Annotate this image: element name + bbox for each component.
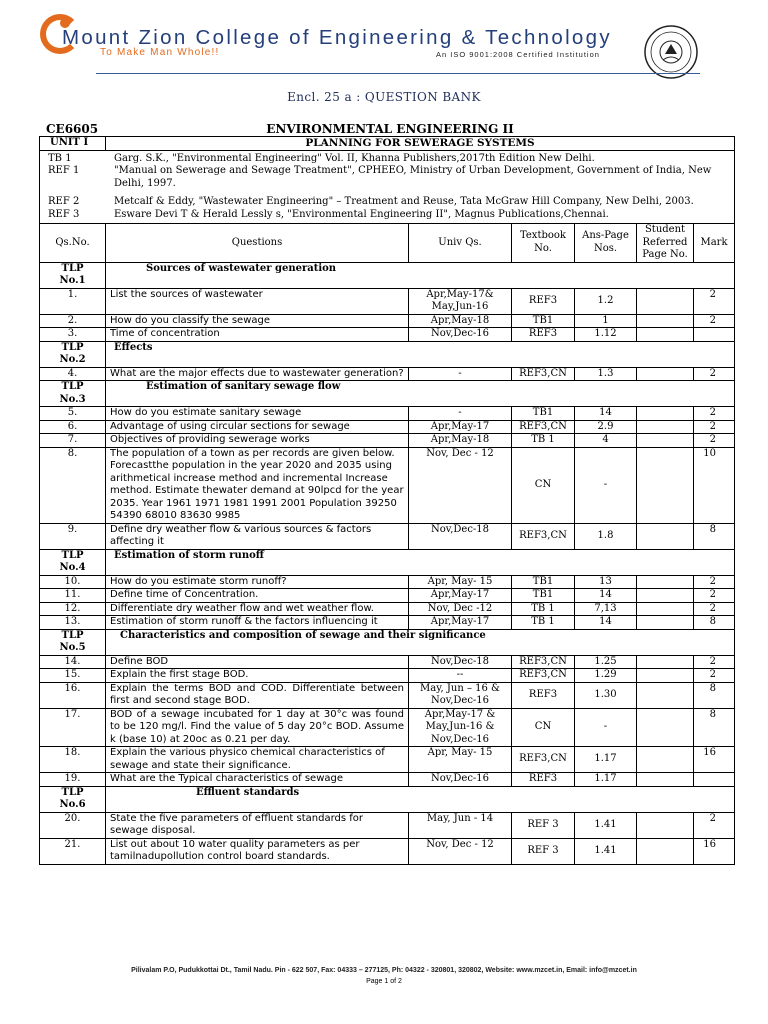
- question-text: Estimation of storm runoff & the factors influencing it: [106, 616, 409, 630]
- question-row: [40, 288, 735, 314]
- univ-question-date: Apr,May-17: [409, 420, 512, 434]
- unit-row: [40, 137, 735, 151]
- answer-page: -: [575, 447, 637, 523]
- question-mark: 2: [694, 602, 735, 616]
- question-row: [40, 838, 735, 864]
- question-bank-table: [39, 136, 735, 865]
- enclosure-title: Encl. 25 a : QUESTION BANK: [287, 90, 481, 104]
- question-number: 2.: [40, 314, 106, 328]
- student-page: [637, 655, 694, 669]
- answer-page: 14: [575, 589, 637, 603]
- question-row: [40, 812, 735, 838]
- university-seal-icon: [643, 24, 699, 80]
- subject-title: ENVIRONMENTAL ENGINEERING II: [266, 122, 514, 136]
- answer-page: 1.8: [575, 523, 637, 549]
- course-code: CE6605: [46, 122, 99, 136]
- reference-key: REF 2: [48, 196, 80, 207]
- answer-page: 2.9: [575, 420, 637, 434]
- answer-page: 14: [575, 407, 637, 421]
- question-row: [40, 773, 735, 787]
- question-number: 12.: [40, 602, 106, 616]
- student-page: [637, 367, 694, 381]
- question-number: 17.: [40, 708, 106, 747]
- univ-question-date: Apr, May- 15: [409, 575, 512, 589]
- textbook-ref: CN: [512, 447, 575, 523]
- question-number: 7.: [40, 434, 106, 448]
- tlp-label: TLP No.1: [40, 262, 106, 288]
- question-text: Define dry weather flow & various sources & factors affecting it: [106, 523, 409, 549]
- question-mark: 8: [694, 523, 735, 549]
- reference-item: [44, 190, 730, 209]
- question-text: Explain the various physico chemical characteristics of sewage and state their significance.: [106, 747, 409, 773]
- student-page: [637, 616, 694, 630]
- univ-question-date: May, Jun – 16 & Nov,Dec-16: [409, 682, 512, 708]
- section-title: Characteristics and composition of sewage and their significance: [106, 629, 735, 655]
- answer-page: 1.29: [575, 669, 637, 683]
- textbook-ref: REF 3: [512, 838, 575, 864]
- footer-address: Pilivalam P.O, Pudukkottai Dt., Tamil Nadu. Pin - 622 507, Fax: 04333 – 277125, Ph: 04322 - 320801, 320802, Website: www.mzcet.in, Email: info@mzcet.in: [131, 967, 637, 974]
- univ-question-date: -: [409, 407, 512, 421]
- col-qno: Qs.No.: [40, 224, 106, 263]
- reference-item: [44, 165, 730, 190]
- student-page: [637, 434, 694, 448]
- textbook-ref: REF3: [512, 682, 575, 708]
- student-page: [637, 773, 694, 787]
- col-textbook: Textbook No.: [512, 224, 575, 263]
- univ-question-date: Nov,Dec-18: [409, 655, 512, 669]
- univ-question-date: Nov,Dec-16: [409, 773, 512, 787]
- textbook-ref: TB1: [512, 314, 575, 328]
- question-mark: 2: [694, 288, 735, 314]
- question-text: Explain the first stage BOD.: [106, 669, 409, 683]
- question-row: [40, 747, 735, 773]
- question-row: [40, 669, 735, 683]
- question-row: [40, 523, 735, 549]
- answer-page: 14: [575, 616, 637, 630]
- question-row: [40, 616, 735, 630]
- univ-question-date: Nov,Dec-16: [409, 328, 512, 342]
- question-text: How do you classify the sewage: [106, 314, 409, 328]
- answer-page: 7,13: [575, 602, 637, 616]
- col-questions: Questions: [106, 224, 409, 263]
- textbook-ref: REF3,CN: [512, 420, 575, 434]
- section-row: [40, 629, 735, 655]
- textbook-ref: REF3,CN: [512, 747, 575, 773]
- answer-page: 1: [575, 314, 637, 328]
- question-mark: 16: [694, 838, 735, 864]
- question-mark: 8: [694, 682, 735, 708]
- question-text: Objectives of providing sewerage works: [106, 434, 409, 448]
- student-page: [637, 589, 694, 603]
- student-page: [637, 328, 694, 342]
- question-mark: 8: [694, 708, 735, 747]
- univ-question-date: Apr, May- 15: [409, 747, 512, 773]
- univ-question-date: Apr,May-17: [409, 616, 512, 630]
- section-row: [40, 381, 735, 407]
- question-mark: 16: [694, 747, 735, 773]
- question-number: 15.: [40, 669, 106, 683]
- answer-page: 1.3: [575, 367, 637, 381]
- reference-key: TB 1: [48, 152, 72, 164]
- reference-key: REF 3: [48, 208, 80, 220]
- question-row: [40, 447, 735, 523]
- question-mark: [694, 328, 735, 342]
- question-number: 14.: [40, 655, 106, 669]
- question-text: State the five parameters of effluent standards for sewage disposal.: [106, 812, 409, 838]
- textbook-ref: REF3: [512, 773, 575, 787]
- question-number: 16.: [40, 682, 106, 708]
- question-number: 18.: [40, 747, 106, 773]
- textbook-ref: REF3: [512, 328, 575, 342]
- answer-page: 13: [575, 575, 637, 589]
- textbook-ref: REF3,CN: [512, 669, 575, 683]
- section-title: Sources of wastewater generation: [106, 262, 735, 288]
- answer-page: 4: [575, 434, 637, 448]
- question-mark: 2: [694, 669, 735, 683]
- question-mark: 2: [694, 420, 735, 434]
- question-number: 13.: [40, 616, 106, 630]
- question-text: What are the Typical characteristics of sewage: [106, 773, 409, 787]
- textbook-ref: CN: [512, 708, 575, 747]
- question-mark: 2: [694, 314, 735, 328]
- univ-question-date: --: [409, 669, 512, 683]
- question-mark: 2: [694, 655, 735, 669]
- question-row: [40, 434, 735, 448]
- answer-page: 1.25: [575, 655, 637, 669]
- reference-key: REF 1: [48, 165, 80, 176]
- answer-page: 1.41: [575, 812, 637, 838]
- textbook-ref: TB 1: [512, 602, 575, 616]
- col-mark: Mark: [694, 224, 735, 263]
- section-row: [40, 341, 735, 367]
- univ-question-date: Nov, Dec - 12: [409, 838, 512, 864]
- question-row: [40, 589, 735, 603]
- question-number: 19.: [40, 773, 106, 787]
- textbook-ref: TB1: [512, 575, 575, 589]
- question-number: 4.: [40, 367, 106, 381]
- answer-page: 1.17: [575, 773, 637, 787]
- student-page: [637, 447, 694, 523]
- column-header-row: [40, 224, 735, 263]
- college-name: Mount Zion College of Engineering & Technology: [62, 26, 612, 49]
- reference-item: [44, 209, 730, 222]
- student-page: [637, 420, 694, 434]
- reference-item: [44, 153, 730, 166]
- question-text: Define time of Concentration.: [106, 589, 409, 603]
- question-row: [40, 420, 735, 434]
- student-page: [637, 708, 694, 747]
- unit-title: PLANNING FOR SEWERAGE SYSTEMS: [106, 137, 735, 151]
- question-row: [40, 314, 735, 328]
- textbook-ref: TB 1: [512, 616, 575, 630]
- iso-certification: An ISO 9001:2008 Certified Institution: [436, 50, 600, 59]
- textbook-ref: TB1: [512, 407, 575, 421]
- answer-page: 1.30: [575, 682, 637, 708]
- reference-text: Garg. S.K., "Environmental Engineering" Vol. II, Khanna Publishers,2017th Edition New Delhi.: [114, 152, 595, 164]
- question-row: [40, 682, 735, 708]
- col-univ: Univ Qs.: [409, 224, 512, 263]
- tlp-label: TLP No.5: [40, 629, 106, 655]
- question-mark: 2: [694, 407, 735, 421]
- references-list: [44, 153, 730, 222]
- question-number: 20.: [40, 812, 106, 838]
- page-number: Page 1 of 2: [366, 978, 402, 985]
- question-row: [40, 655, 735, 669]
- question-row: [40, 328, 735, 342]
- question-text: Advantage of using circular sections for sewage: [106, 420, 409, 434]
- student-page: [637, 682, 694, 708]
- answer-page: 1.17: [575, 747, 637, 773]
- question-mark: 2: [694, 434, 735, 448]
- college-motto: To Make Man Whole!!: [100, 47, 220, 58]
- answer-page: -: [575, 708, 637, 747]
- question-row: [40, 602, 735, 616]
- col-ans-page: Ans-Page Nos.: [575, 224, 637, 263]
- question-number: 8.: [40, 447, 106, 523]
- student-page: [637, 314, 694, 328]
- student-page: [637, 288, 694, 314]
- unit-label: UNIT I: [40, 137, 106, 151]
- question-mark: 2: [694, 589, 735, 603]
- question-mark: 2: [694, 575, 735, 589]
- student-page: [637, 407, 694, 421]
- tlp-label: TLP No.3: [40, 381, 106, 407]
- question-number: 1.: [40, 288, 106, 314]
- section-row: [40, 262, 735, 288]
- section-title: Estimation of storm runoff: [106, 549, 735, 575]
- question-mark: 8: [694, 616, 735, 630]
- univ-question-date: Apr,May-17 & May,Jun-16 & Nov,Dec-16: [409, 708, 512, 747]
- univ-question-date: May, Jun - 14: [409, 812, 512, 838]
- answer-page: 1.12: [575, 328, 637, 342]
- univ-question-date: Nov, Dec - 12: [409, 447, 512, 523]
- univ-question-date: Apr,May-17& May,Jun-16: [409, 288, 512, 314]
- question-number: 6.: [40, 420, 106, 434]
- question-text: How do you estimate storm runoff?: [106, 575, 409, 589]
- univ-question-date: Nov, Dec -12: [409, 602, 512, 616]
- question-mark: 10: [694, 447, 735, 523]
- textbook-ref: REF3,CN: [512, 655, 575, 669]
- question-text: Time of concentration: [106, 328, 409, 342]
- question-text: List out about 10 water quality parameters as per tamilnadupollution control board standards.: [106, 838, 409, 864]
- textbook-ref: REF3,CN: [512, 523, 575, 549]
- student-page: [637, 812, 694, 838]
- question-mark: 2: [694, 812, 735, 838]
- question-row: [40, 367, 735, 381]
- question-text: How do you estimate sanitary sewage: [106, 407, 409, 421]
- student-page: [637, 669, 694, 683]
- textbook-ref: TB 1: [512, 434, 575, 448]
- question-row: [40, 407, 735, 421]
- textbook-ref: REF3: [512, 288, 575, 314]
- reference-text: "Manual on Sewerage and Sewage Treatment", CPHEEO, Ministry of Urban Development, Government of India, New Delhi, 1997.: [114, 165, 712, 189]
- univ-question-date: Apr,May-17: [409, 589, 512, 603]
- answer-page: 1.41: [575, 838, 637, 864]
- question-text: Explain the terms BOD and COD. Differentiate between first and second stage BOD.: [106, 682, 409, 708]
- question-text: Define BOD: [106, 655, 409, 669]
- references-row: [40, 150, 735, 224]
- reference-text: Esware Devi T & Herald Lessly s, "Environmental Engineering II", Magnus Publications,Chennai.: [114, 208, 609, 220]
- question-number: 5.: [40, 407, 106, 421]
- univ-question-date: Apr,May-18: [409, 434, 512, 448]
- question-row: [40, 575, 735, 589]
- question-text: What are the major effects due to wastewater generation?: [106, 367, 409, 381]
- textbook-ref: TB1: [512, 589, 575, 603]
- col-student-page: Student Referred Page No.: [637, 224, 694, 263]
- question-number: 9.: [40, 523, 106, 549]
- letterhead: [0, 0, 768, 80]
- student-page: [637, 838, 694, 864]
- question-number: 21.: [40, 838, 106, 864]
- section-title: Estimation of sanitary sewage flow: [106, 381, 735, 407]
- question-text: Differentiate dry weather flow and wet weather flow.: [106, 602, 409, 616]
- section-row: [40, 786, 735, 812]
- question-mark: [694, 773, 735, 787]
- answer-page: 1.2: [575, 288, 637, 314]
- univ-question-date: -: [409, 367, 512, 381]
- reference-text: Metcalf & Eddy, "Wastewater Engineering" – Treatment and Reuse, Tata McGraw Hill Company, New Delhi, 2003.: [114, 196, 694, 207]
- student-page: [637, 602, 694, 616]
- univ-question-date: Apr,May-18: [409, 314, 512, 328]
- tlp-label: TLP No.4: [40, 549, 106, 575]
- question-text: The population of a town as per records are given below. Forecastthe population in the year 2020 and 2035 using arithmetical increase method and incremental Increase method. Estimate thewater demand at 90lpcd for the year 2035. Year 1961 1971 1981 1991 2001 Population 39250 54390 68010 83630 9985: [106, 447, 409, 523]
- question-text: BOD of a sewage incubated for 1 day at 30°c was found to be 120 mg/l. Find the value of 5 day 20°c BOD. Assume k (base 10) at 20oc as 0.21 per day.: [106, 708, 409, 747]
- header-divider: [96, 73, 700, 74]
- student-page: [637, 575, 694, 589]
- section-title: Effluent standards: [106, 786, 735, 812]
- textbook-ref: REF 3: [512, 812, 575, 838]
- question-mark: 2: [694, 367, 735, 381]
- tlp-label: TLP No.6: [40, 786, 106, 812]
- question-text: List the sources of wastewater: [106, 288, 409, 314]
- tlp-label: TLP No.2: [40, 341, 106, 367]
- textbook-ref: REF3,CN: [512, 367, 575, 381]
- section-row: [40, 549, 735, 575]
- question-number: 3.: [40, 328, 106, 342]
- section-title: Effects: [106, 341, 735, 367]
- question-row: [40, 708, 735, 747]
- question-number: 10.: [40, 575, 106, 589]
- question-number: 11.: [40, 589, 106, 603]
- student-page: [637, 523, 694, 549]
- univ-question-date: Nov,Dec-18: [409, 523, 512, 549]
- student-page: [637, 747, 694, 773]
